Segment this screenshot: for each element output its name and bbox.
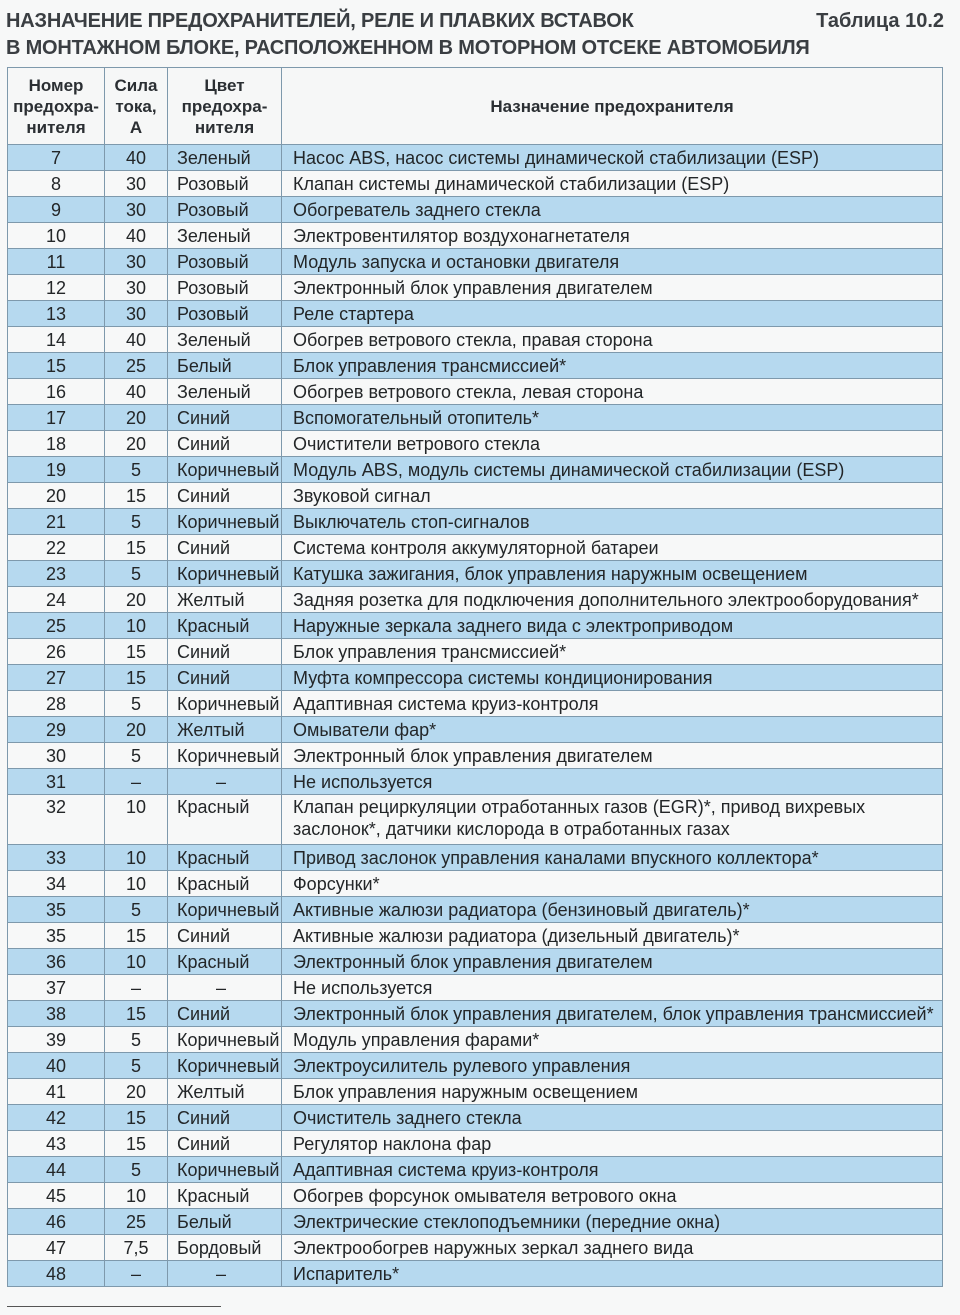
fuse-color: Желтый: [168, 587, 282, 613]
fuse-color: Коричневый: [168, 561, 282, 587]
fuse-purpose: Адаптивная система круиз-контроля: [282, 691, 943, 717]
fuse-color: Синий: [168, 1001, 282, 1027]
table-label: Таблица 10.2: [816, 10, 944, 32]
fuse-current: 15: [105, 639, 168, 665]
col-header-number-line: Номер: [28, 75, 84, 95]
fuse-purpose: Обогрев форсунок омывателя ветрового окна: [282, 1183, 943, 1209]
fuse-number: 48: [8, 1261, 105, 1287]
fuse-color: Розовый: [168, 197, 282, 223]
fuse-number: 25: [8, 613, 105, 639]
fuse-color: Желтый: [168, 1079, 282, 1105]
fuse-current: 40: [105, 145, 168, 171]
fuse-purpose: Электрообогрев наружных зеркал заднего вида: [282, 1235, 943, 1261]
fuse-purpose: Модуль запуска и остановки двигателя: [282, 249, 943, 275]
fuse-current: 30: [105, 275, 168, 301]
fuse-number: 31: [8, 769, 105, 795]
table-row: [8, 535, 943, 561]
fuse-current: 5: [105, 509, 168, 535]
fuse-number: 38: [8, 1001, 105, 1027]
table-row: [8, 795, 943, 845]
fuse-number: 35: [8, 897, 105, 923]
fuse-number: 40: [8, 1053, 105, 1079]
table-row: [8, 353, 943, 379]
fuse-number: 34: [8, 871, 105, 897]
fuse-number: 24: [8, 587, 105, 613]
table-body: [8, 145, 943, 1287]
table-row: [8, 483, 943, 509]
fuse-purpose: Электронный блок управления двигателем, блок управления трансмиссией*: [282, 1001, 943, 1027]
col-header-current-line: Сила: [114, 75, 158, 95]
fuse-purpose: Блок управления трансмиссией*: [282, 353, 943, 379]
fuse-current: –: [105, 1261, 168, 1287]
table-row: [8, 639, 943, 665]
fuse-purpose: Катушка зажигания, блок управления наружным освещением: [282, 561, 943, 587]
fuse-number: 30: [8, 743, 105, 769]
fuse-number: 10: [8, 223, 105, 249]
fuse-purpose: Наружные зеркала заднего вида с электроприводом: [282, 613, 943, 639]
fuse-purpose: Вспомогательный отопитель*: [282, 405, 943, 431]
fuse-color: Коричневый: [168, 457, 282, 483]
table-row: [8, 871, 943, 897]
table-row: [8, 1157, 943, 1183]
fuse-color: Синий: [168, 923, 282, 949]
fuse-purpose: Клапан системы динамической стабилизации (ESP): [282, 171, 943, 197]
fuse-color: Красный: [168, 795, 282, 845]
fuse-color: Коричневый: [168, 1027, 282, 1053]
fuse-number: 11: [8, 249, 105, 275]
fuse-current: 10: [105, 795, 168, 845]
fuse-purpose: Задняя розетка для подключения дополнительного электрооборудования*: [282, 587, 943, 613]
table-row: [8, 1053, 943, 1079]
fuse-color: Синий: [168, 1105, 282, 1131]
fuse-color: Синий: [168, 665, 282, 691]
fuse-color: –: [168, 1261, 282, 1287]
fuse-current: 15: [105, 1001, 168, 1027]
fuse-number: 45: [8, 1183, 105, 1209]
table-row: [8, 171, 943, 197]
fuse-purpose: Клапан рециркуляции отработанных газов (EGR)*, привод вихревых заслонок*, датчики кислорода в отработанных газах: [282, 795, 943, 845]
fuse-purpose: Блок управления трансмиссией*: [282, 639, 943, 665]
fuse-color: Белый: [168, 1209, 282, 1235]
fuse-color: Красный: [168, 1183, 282, 1209]
fuse-purpose: Обогрев ветрового стекла, левая сторона: [282, 379, 943, 405]
col-header-color-line: Цвет: [204, 75, 245, 95]
fuse-color: Синий: [168, 431, 282, 457]
fuse-current: 5: [105, 897, 168, 923]
table-row: [8, 223, 943, 249]
fuse-purpose: Электронный блок управления двигателем: [282, 275, 943, 301]
table-row: [8, 1235, 943, 1261]
fuse-current: 10: [105, 613, 168, 639]
footnote-divider: [7, 1306, 221, 1307]
fuse-current: 5: [105, 691, 168, 717]
title-line-2: В МОНТАЖНОМ БЛОКЕ, РАСПОЛОЖЕННОМ В МОТОРНОМ ОТСЕКЕ АВТОМОБИЛЯ: [6, 37, 810, 59]
fuse-color: Розовый: [168, 171, 282, 197]
table-row: [8, 691, 943, 717]
header: [6, 8, 956, 62]
fuse-color: Розовый: [168, 275, 282, 301]
fuse-purpose: Адаптивная система круиз-контроля: [282, 1157, 943, 1183]
table-row: [8, 457, 943, 483]
table-row: [8, 923, 943, 949]
table-row: [8, 1131, 943, 1157]
fuse-color: Коричневый: [168, 1053, 282, 1079]
fuse-current: 30: [105, 301, 168, 327]
fuse-purpose: Очистители ветрового стекла: [282, 431, 943, 457]
fuse-current: 25: [105, 353, 168, 379]
fuse-current: 10: [105, 845, 168, 871]
fuse-current: 5: [105, 457, 168, 483]
table-row: [8, 1027, 943, 1053]
fuse-color: Красный: [168, 871, 282, 897]
table-row: [8, 587, 943, 613]
fuse-current: 40: [105, 223, 168, 249]
table-row: [8, 327, 943, 353]
fuse-color: Зеленый: [168, 327, 282, 353]
fuse-current: 5: [105, 1027, 168, 1053]
fuse-number: 16: [8, 379, 105, 405]
fuse-current: 15: [105, 483, 168, 509]
col-header-color: [168, 68, 282, 145]
fuse-current: 20: [105, 431, 168, 457]
fuse-number: 27: [8, 665, 105, 691]
fuse-current: 15: [105, 923, 168, 949]
fuse-number: 12: [8, 275, 105, 301]
fuse-purpose: Обогреватель заднего стекла: [282, 197, 943, 223]
fuse-color: –: [168, 769, 282, 795]
fuse-purpose: Реле стартера: [282, 301, 943, 327]
col-header-number-line: нителя: [26, 117, 86, 137]
col-header-purpose: [282, 68, 943, 145]
fuse-color: –: [168, 975, 282, 1001]
fuse-purpose: Электронный блок управления двигателем: [282, 949, 943, 975]
fuse-color: Коричневый: [168, 509, 282, 535]
col-header-purpose-line: Назначение предохранителя: [490, 96, 734, 116]
fuse-current: 30: [105, 171, 168, 197]
fuse-number: 9: [8, 197, 105, 223]
fuse-color: Зеленый: [168, 379, 282, 405]
table-row: [8, 561, 943, 587]
fuse-color: Коричневый: [168, 743, 282, 769]
fuse-current: 20: [105, 587, 168, 613]
fuse-number: 28: [8, 691, 105, 717]
fuse-current: 5: [105, 743, 168, 769]
fuse-color: Бордовый: [168, 1235, 282, 1261]
fuse-current: 25: [105, 1209, 168, 1235]
fuse-table: [7, 67, 943, 1287]
fuse-current: 5: [105, 561, 168, 587]
fuse-current: 15: [105, 665, 168, 691]
fuse-color: Зеленый: [168, 223, 282, 249]
fuse-color: Зеленый: [168, 145, 282, 171]
fuse-number: 13: [8, 301, 105, 327]
table-row: [8, 1183, 943, 1209]
fuse-number: 36: [8, 949, 105, 975]
col-header-current-line: А: [129, 117, 143, 137]
fuse-number: 18: [8, 431, 105, 457]
table-row: [8, 431, 943, 457]
fuse-purpose: Не используется: [282, 975, 943, 1001]
fuse-color: Красный: [168, 845, 282, 871]
fuse-number: 32: [8, 795, 105, 845]
fuse-purpose: Модуль управления фарами*: [282, 1027, 943, 1053]
fuse-current: 20: [105, 405, 168, 431]
fuse-current: 40: [105, 379, 168, 405]
fuse-current: 10: [105, 871, 168, 897]
fuse-number: 43: [8, 1131, 105, 1157]
fuse-purpose: Не используется: [282, 769, 943, 795]
table-row: [8, 613, 943, 639]
fuse-number: 15: [8, 353, 105, 379]
fuse-color: Синий: [168, 535, 282, 561]
fuse-purpose: Электрические стеклоподъемники (передние окна): [282, 1209, 943, 1235]
fuse-number: 37: [8, 975, 105, 1001]
fuse-purpose: Активные жалюзи радиатора (дизельный двигатель)*: [282, 923, 943, 949]
col-header-current: [105, 68, 168, 145]
table-row: [8, 275, 943, 301]
fuse-current: 5: [105, 1053, 168, 1079]
fuse-color: Желтый: [168, 717, 282, 743]
fuse-color: Розовый: [168, 249, 282, 275]
fuse-current: 30: [105, 249, 168, 275]
fuse-number: 33: [8, 845, 105, 871]
fuse-current: 10: [105, 949, 168, 975]
fuse-number: 46: [8, 1209, 105, 1235]
fuse-current: 20: [105, 717, 168, 743]
fuse-purpose: Омыватели фар*: [282, 717, 943, 743]
fuse-number: 17: [8, 405, 105, 431]
fuse-purpose: Звуковой сигнал: [282, 483, 943, 509]
fuse-current: 30: [105, 197, 168, 223]
fuse-number: 20: [8, 483, 105, 509]
fuse-current: –: [105, 975, 168, 1001]
fuse-number: 22: [8, 535, 105, 561]
col-header-color-line: предохра-: [181, 96, 268, 116]
table-row: [8, 197, 943, 223]
table-row: [8, 249, 943, 275]
col-header-color-line: нителя: [194, 117, 255, 137]
table-row: [8, 301, 943, 327]
table-row: [8, 1001, 943, 1027]
fuse-number: 7: [8, 145, 105, 171]
col-header-current-line: тока,: [115, 96, 157, 116]
fuse-purpose: Привод заслонок управления каналами впускного коллектора*: [282, 845, 943, 871]
fuse-number: 39: [8, 1027, 105, 1053]
fuse-color: Коричневый: [168, 691, 282, 717]
fuse-current: 15: [105, 535, 168, 561]
fuse-current: 10: [105, 1183, 168, 1209]
fuse-purpose: Насос ABS, насос системы динамической стабилизации (ESP): [282, 145, 943, 171]
fuse-color: Розовый: [168, 301, 282, 327]
fuse-current: –: [105, 769, 168, 795]
table-row: [8, 975, 943, 1001]
table-row: [8, 405, 943, 431]
fuse-purpose: Система контроля аккумуляторной батареи: [282, 535, 943, 561]
fuse-purpose: Испаритель*: [282, 1261, 943, 1287]
fuse-color: Белый: [168, 353, 282, 379]
fuse-color: Коричневый: [168, 897, 282, 923]
fuse-current: 5: [105, 1157, 168, 1183]
table-row: [8, 949, 943, 975]
fuse-current: 20: [105, 1079, 168, 1105]
table-row: [8, 845, 943, 871]
fuse-number: 29: [8, 717, 105, 743]
fuse-purpose: Регулятор наклона фар: [282, 1131, 943, 1157]
fuse-purpose: Муфта компрессора системы кондиционирования: [282, 665, 943, 691]
fuse-current: 7,5: [105, 1235, 168, 1261]
fuse-purpose: Форсунки*: [282, 871, 943, 897]
fuse-purpose: Электровентилятор воздухонагнетателя: [282, 223, 943, 249]
table-row: [8, 509, 943, 535]
fuse-purpose: Электронный блок управления двигателем: [282, 743, 943, 769]
table-row: [8, 1079, 943, 1105]
fuse-number: 26: [8, 639, 105, 665]
fuse-number: 8: [8, 171, 105, 197]
table-row: [8, 1105, 943, 1131]
fuse-current: 15: [105, 1105, 168, 1131]
fuse-number: 23: [8, 561, 105, 587]
fuse-current: 15: [105, 1131, 168, 1157]
fuse-purpose: Обогрев ветрового стекла, правая сторона: [282, 327, 943, 353]
fuse-purpose: Блок управления наружным освещением: [282, 1079, 943, 1105]
fuse-number: 21: [8, 509, 105, 535]
fuse-number: 35: [8, 923, 105, 949]
table-row: [8, 743, 943, 769]
fuse-color: Синий: [168, 1131, 282, 1157]
fuse-number: 42: [8, 1105, 105, 1131]
table-row: [8, 379, 943, 405]
fuse-purpose: Модуль ABS, модуль системы динамической стабилизации (ESP): [282, 457, 943, 483]
fuse-color: Красный: [168, 613, 282, 639]
table-header-row: [8, 68, 943, 145]
fuse-number: 14: [8, 327, 105, 353]
fuse-purpose: Выключатель стоп-сигналов: [282, 509, 943, 535]
fuse-color: Синий: [168, 483, 282, 509]
table-row: [8, 1261, 943, 1287]
fuse-current: 40: [105, 327, 168, 353]
col-header-number: [8, 68, 105, 145]
fuse-color: Коричневый: [168, 1157, 282, 1183]
fuse-purpose: Активные жалюзи радиатора (бензиновый двигатель)*: [282, 897, 943, 923]
table-row: [8, 1209, 943, 1235]
fuse-color: Красный: [168, 949, 282, 975]
fuse-number: 44: [8, 1157, 105, 1183]
title-line-1: НАЗНАЧЕНИЕ ПРЕДОХРАНИТЕЛЕЙ, РЕЛЕ И ПЛАВКИХ ВСТАВОК: [6, 10, 634, 32]
table-row: [8, 145, 943, 171]
fuse-number: 19: [8, 457, 105, 483]
fuse-color: Синий: [168, 639, 282, 665]
table-row: [8, 665, 943, 691]
table-row: [8, 897, 943, 923]
col-header-number-line: предохра-: [13, 96, 99, 116]
fuse-color: Синий: [168, 405, 282, 431]
table-row: [8, 769, 943, 795]
table-row: [8, 717, 943, 743]
fuse-number: 47: [8, 1235, 105, 1261]
fuse-purpose: Очиститель заднего стекла: [282, 1105, 943, 1131]
fuse-number: 41: [8, 1079, 105, 1105]
fuse-purpose: Электроусилитель рулевого управления: [282, 1053, 943, 1079]
